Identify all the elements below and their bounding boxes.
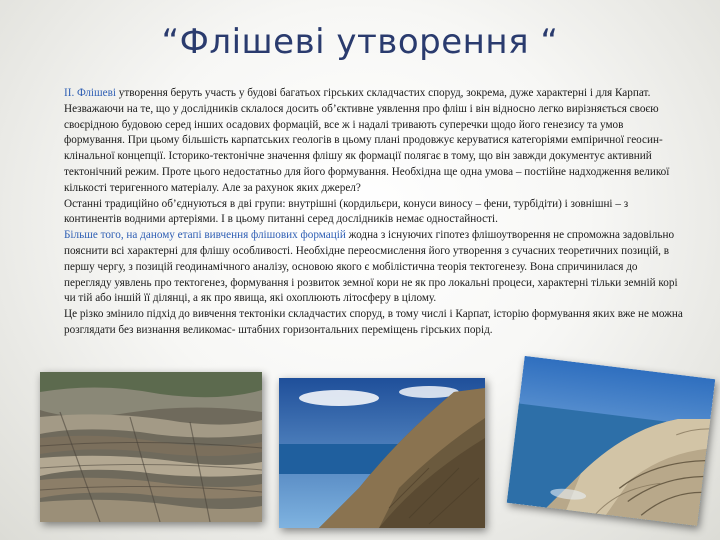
paragraph-2: Останні традиційно об’єднуються в дві групи: внутрішні (кордильєри, конуси виносу – фени, турбідіти) і зовнішні – з континентів водними артеріями. І в цьому питанні серед дослідників немає одностайності. [64,197,629,226]
rock-layers-image [40,372,262,522]
paragraph-1 [64,86,686,197]
paragraph-3 [64,228,686,307]
paragraph-3-rest: жодна з існуючих гіпотез флішоутворення не спроможна задовільно пояснити всі характерні для флішу особливості. Необхідне переосмислення його утворення з сучасних теоретичних позицій, в першу чергу, з позицій геодинамічного аналізу, основою якого є мобілістична теорія тектогенезу. Вона спричинилася до перегляду уявлень про тектогенез, формування і розвиток земної кори не як про локальні процеси, характерні тільки земній корі чи тій або іншій її ділянці, а як про явища, які охоплюють літосферу в цілому. [64,229,678,305]
paragraph-4: Це різко змінило підхід до вивчення тектоніки складчастих споруд, в тому числі і Карпат, історію формування яких вже не можна розглядати без визнання великомас- штабних горизонтальних переміщень гірських порід. [64,308,683,336]
flysch-rock-layers-photo [40,372,262,522]
paragraph-1-lead: ІІ. Флішеві [64,87,116,99]
coastal-cliffs-image [507,356,716,526]
paragraph-1-rest: утворення беруть участь у будові багатьох гірських складчастих споруд, зокрема, дуже характерні і для Карпат. Незважаючи на те, що у дослідників склалося досить об’єктивне уявлення про фліш і він відносно легко вирізняється своєю своєрідною будовою серед інших осадових формацій, все ж і надалі тривають суперечки щодо його генезису та умов формування. При цьому більшість карпатських геологів в цьому плані продовжує керуватися категоріями емпіричної геосин-клінальної концепції. Історико-тектонічне значення флішу як формації полягає в тому, що він завжди документує активний тектонічний режим. Проте цього недостатньо для його формування. Необхідна ще одна умова – постійне надходження великої кількості теригенного матеріалу. Але за рахунок яких джерел? [64,87,670,194]
paragraph-3-lead: Більше того, на даному етапі вивчення флішових формацій [64,229,346,242]
slide-title: “Флішеві утворення “ [161,22,559,62]
coastal-hill-photo [279,378,485,528]
coastal-cliffs-photo [507,356,716,526]
body-text [64,86,686,339]
coastal-hill-image [279,378,485,528]
